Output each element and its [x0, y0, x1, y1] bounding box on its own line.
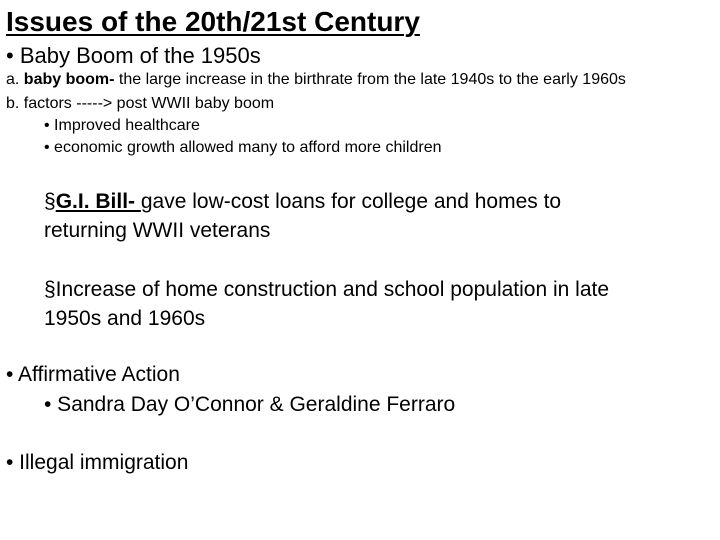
- illegal-immigration-heading: • Illegal immigration: [6, 451, 189, 474]
- home-construction-line-2: 1950s and 1960s: [44, 307, 206, 330]
- baby-boom-heading: • Baby Boom of the 1950s: [6, 43, 261, 68]
- definition-text: the large increase in the birthrate from the late 1940s to the early 1960s: [114, 71, 626, 88]
- definition-prefix: a.: [6, 71, 24, 88]
- baby-boom-definition: [6, 72, 626, 88]
- gi-bill-line-2: returning WWII veterans: [44, 219, 271, 242]
- home-construction-line-1: §Increase of home construction and school population in late: [44, 278, 610, 301]
- gi-bill-term: G.I. Bill-: [55, 190, 141, 213]
- baby-boom-factors: b. factors -----> post WWII baby boom: [6, 95, 275, 112]
- definition-term: baby boom-: [23, 71, 115, 88]
- gi-bill-bullet: §: [44, 190, 56, 213]
- factor-item: • Improved healthcare: [44, 117, 200, 134]
- gi-bill-text: gave low-cost loans for college and homes to: [140, 190, 562, 213]
- factor-item: • economic growth allowed many to afford more children: [44, 139, 442, 156]
- slide-title: Issues of the 20th/21st Century: [6, 6, 420, 37]
- gi-bill-line-1: [44, 191, 561, 212]
- affirmative-action-example: • Sandra Day O’Connor & Geraldine Ferraro: [44, 393, 456, 416]
- affirmative-action-heading: • Affirmative Action: [6, 363, 180, 386]
